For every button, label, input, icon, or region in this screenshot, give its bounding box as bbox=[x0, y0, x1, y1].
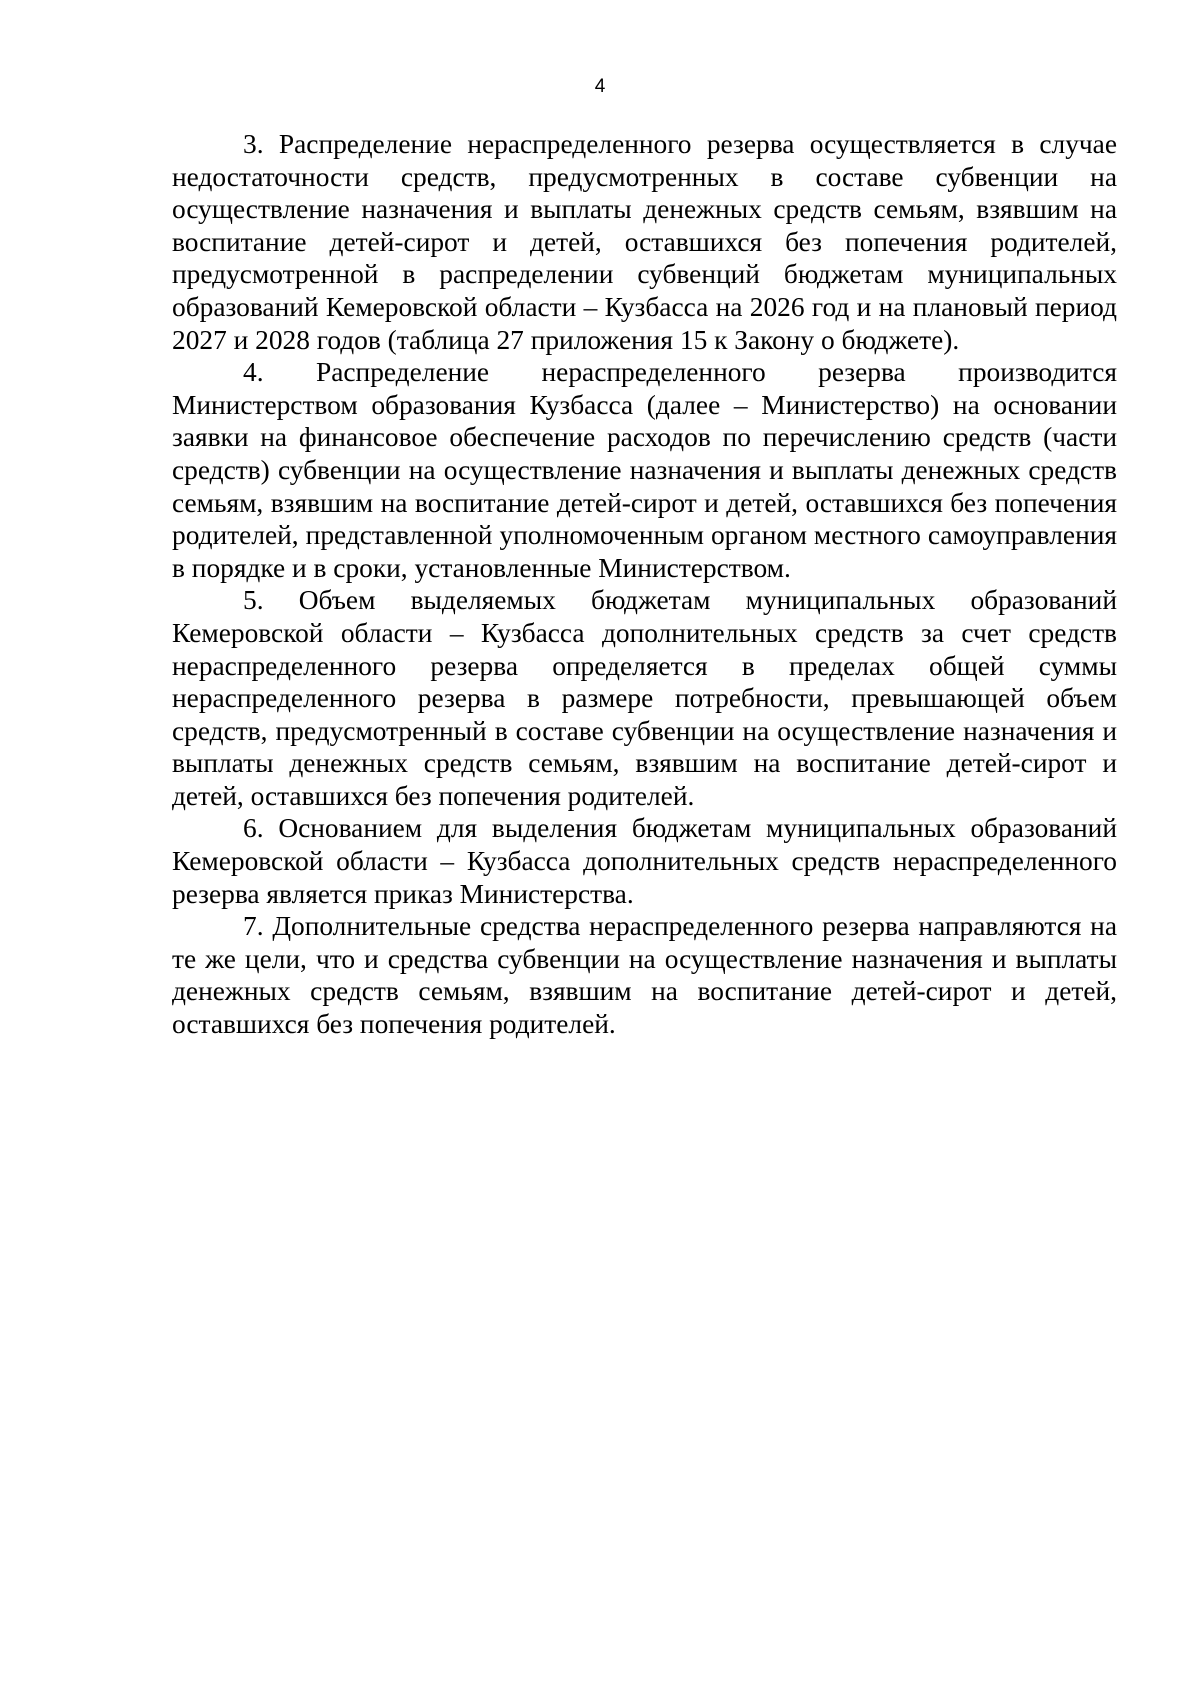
paragraph-6: 6. Основанием для выделения бюджетам муниципальных образований Кемеровской области – Кузбасса дополнительных средств нераспределенного резерва является приказ Министерства. bbox=[172, 813, 1117, 909]
paragraph-7: 7. Дополнительные средства нераспределенного резерва направляются на те же цели, что и средства субвенции на осуществление назначения и выплаты денежных средств семьям, взявшим на воспитание детей-сирот и детей, оставшихся без попечения родителей. bbox=[172, 911, 1117, 1040]
paragraph-3: 3. Распределение нераспределенного резерва осуществляется в случае недостаточности средств, предусмотренных в составе субвенции на осуществление назначения и выплаты денежных средств семьям, взявшим на воспитание детей-сирот и детей, оставшихся без попечения родителей, предусмотренной в распределении субвенций бюджетам муниципальных образований Кемеровской области – Кузбасса на 2026 год и на плановый период 2027 и 2028 годов (таблица 27 приложения 15 к Закону о бюджете). bbox=[172, 129, 1117, 355]
page-number: 4 bbox=[594, 76, 606, 97]
paragraph-5: 5. Объем выделяемых бюджетам муниципальных образований Кемеровской области – Кузбасса дополнительных средств за счет средств нераспределенного резерва определяется в пределах общей суммы нераспределенного резерва в размере потребности, превышающей объем средств, предусмотренный в составе субвенции на осуществление назначения и выплаты денежных средств семьям, взявшим на воспитание детей-сирот и детей, оставшихся без попечения родителей. bbox=[172, 585, 1117, 811]
paragraph-4: 4. Распределение нераспределенного резерва производится Министерством образования Кузбасса (далее – Министерство) на основании заявки на финансовое обеспечение расходов по перечислению средств (части средств) субвенции на осуществление назначения и выплаты денежных средств семьям, взявшим на воспитание детей-сирот и детей, оставшихся без попечения родителей, представленной уполномоченным органом местного самоуправления в порядке и в сроки, установленные Министерством. bbox=[172, 357, 1117, 583]
document-body bbox=[172, 128, 1117, 1041]
